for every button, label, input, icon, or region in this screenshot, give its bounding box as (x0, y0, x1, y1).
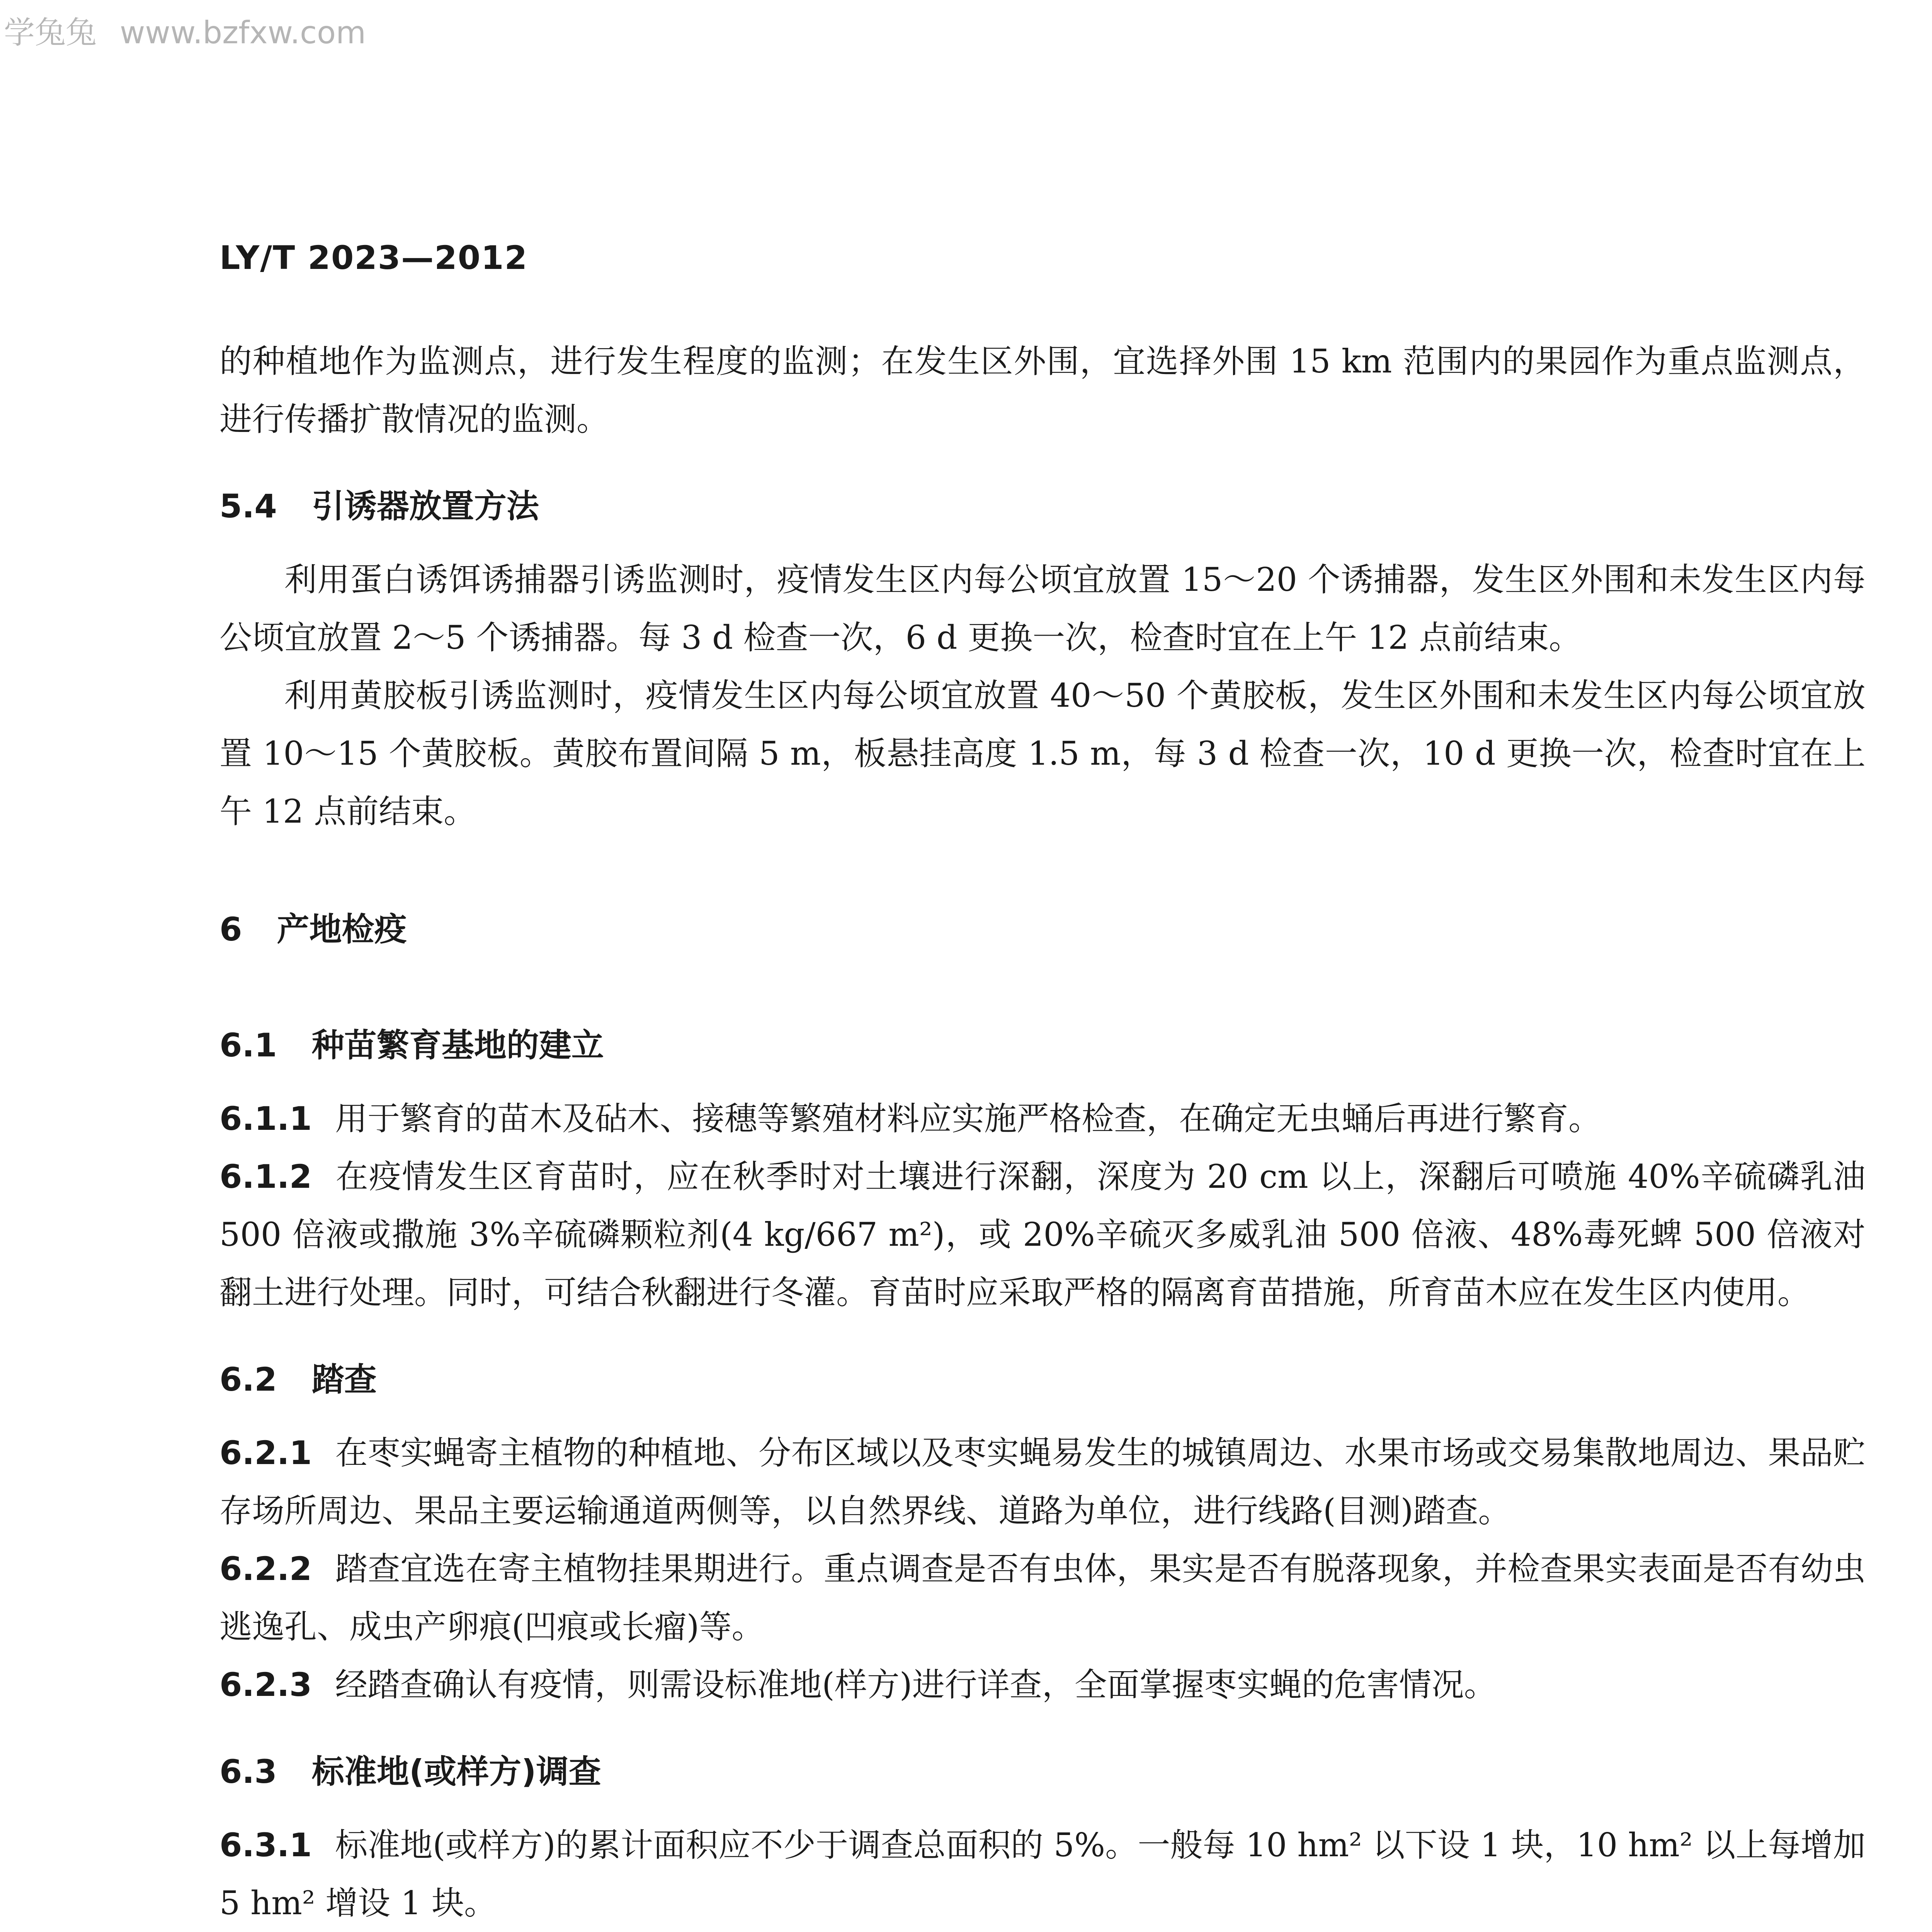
section-heading (219, 900, 1866, 958)
clause-text: 用于繁育的苗木及砧木、接穗等繁殖材料应实施严格检查，在确定无虫蛹后再进行繁育。 (335, 1100, 1601, 1138)
clause-text: 标准地(或样方)的累计面积应不少于调查总面积的 5%。一般每 10 hm² 以下设 1 块，10 hm² 以上每增加 5 hm² 增设 1 块。 (219, 1826, 1866, 1922)
clause-number: 6.2.3 (219, 1666, 312, 1704)
clause (219, 1540, 1866, 1656)
heading-number: 5.4 (219, 487, 277, 525)
heading-number: 6.2 (219, 1361, 277, 1398)
heading-title: 踏查 (311, 1361, 377, 1398)
clause-text: 在枣实蝇寄主植物的种植地、分布区域以及枣实蝇易发生的城镇周边、水果市场或交易集散地周边、果品贮存场所周边、果品主要运输通道两侧等，以自然界线、道路为单位，进行线路(目测)踏查。 (219, 1434, 1866, 1530)
paragraph: 利用黄胶板引诱监测时，疫情发生区内每公顷宜放置 40～50 个黄胶板，发生区外围和未发生区内每公顷宜放置 10～15 个黄胶板。黄胶布置间隔 5 m，板悬挂高度 1.5 m，每 3 d 检查一次，10 d 更换一次，检查时宜在上午 12 点前结束。 (219, 677, 1866, 830)
paragraph: 利用蛋白诱饵诱捕器引诱监测时，疫情发生区内每公顷宜放置 15～20 个诱捕器，发生区外围和未发生区内每公顷宜放置 2～5 个诱捕器。每 3 d 检查一次，6 d 更换一次，检查时宜在上午 12 点前结束。 (219, 561, 1866, 656)
watermark-site-name: 学兔兔 (4, 15, 97, 51)
clause-text: 踏查宜选在寄主植物挂果期进行。重点调查是否有虫体，果实是否有脱落现象，并检查果实表面是否有幼虫逃逸孔、成虫产卵痕(凹痕或长瘤)等。 (219, 1550, 1866, 1646)
watermark-url: www.bzfxw.com (120, 15, 366, 51)
clause-number: 6.1.1 (219, 1100, 312, 1138)
heading-title: 引诱器放置方法 (311, 487, 539, 525)
heading-number: 6 (219, 910, 242, 948)
heading-number: 6.1 (219, 1026, 277, 1064)
clause-number: 6.2.2 (219, 1550, 312, 1588)
clause-number: 6.2.1 (219, 1434, 312, 1472)
subsection-heading (219, 1350, 1866, 1408)
watermark (4, 8, 366, 52)
clause (219, 1148, 1866, 1321)
clause (219, 1656, 1866, 1714)
clause-text: 经踏查确认有疫情，则需设标准地(样方)进行详查，全面掌握枣实蝇的危害情况。 (335, 1666, 1497, 1704)
subsection-heading (219, 1743, 1866, 1801)
paragraph: 的种植地作为监测点，进行发生程度的监测；在发生区外围，宜选择外围 15 km 范围内的果园作为重点监测点，进行传播扩散情况的监测。 (219, 342, 1866, 438)
heading-title: 标准地(或样方)调查 (311, 1753, 601, 1791)
subsection-heading (219, 1016, 1866, 1074)
clause (219, 1424, 1866, 1540)
page-body (219, 332, 1866, 1932)
clause (219, 1090, 1866, 1148)
clause-number: 6.1.2 (219, 1158, 312, 1196)
subsection-heading (219, 477, 1866, 535)
document-id: LY/T 2023—2012 (219, 239, 528, 277)
heading-number: 6.3 (219, 1753, 277, 1791)
clause-text: 在疫情发生区育苗时，应在秋季时对土壤进行深翻，深度为 20 cm 以上，深翻后可喷施 40%辛硫磷乳油 500 倍液或撒施 3%辛硫磷颗粒剂(4 kg/667 m²)，或 20%辛硫灭多威乳油 500 倍液、48%毒死蜱 500 倍液对翻土进行处理。同时，可结合秋翻进行冬灌。育苗时应采取严格的隔离育苗措施，所育苗木应在发生区内使用。 (219, 1158, 1866, 1311)
clause (219, 1816, 1866, 1932)
clause-number: 6.3.1 (219, 1826, 312, 1864)
heading-title: 产地检疫 (277, 910, 407, 948)
heading-title: 种苗繁育基地的建立 (311, 1026, 604, 1064)
